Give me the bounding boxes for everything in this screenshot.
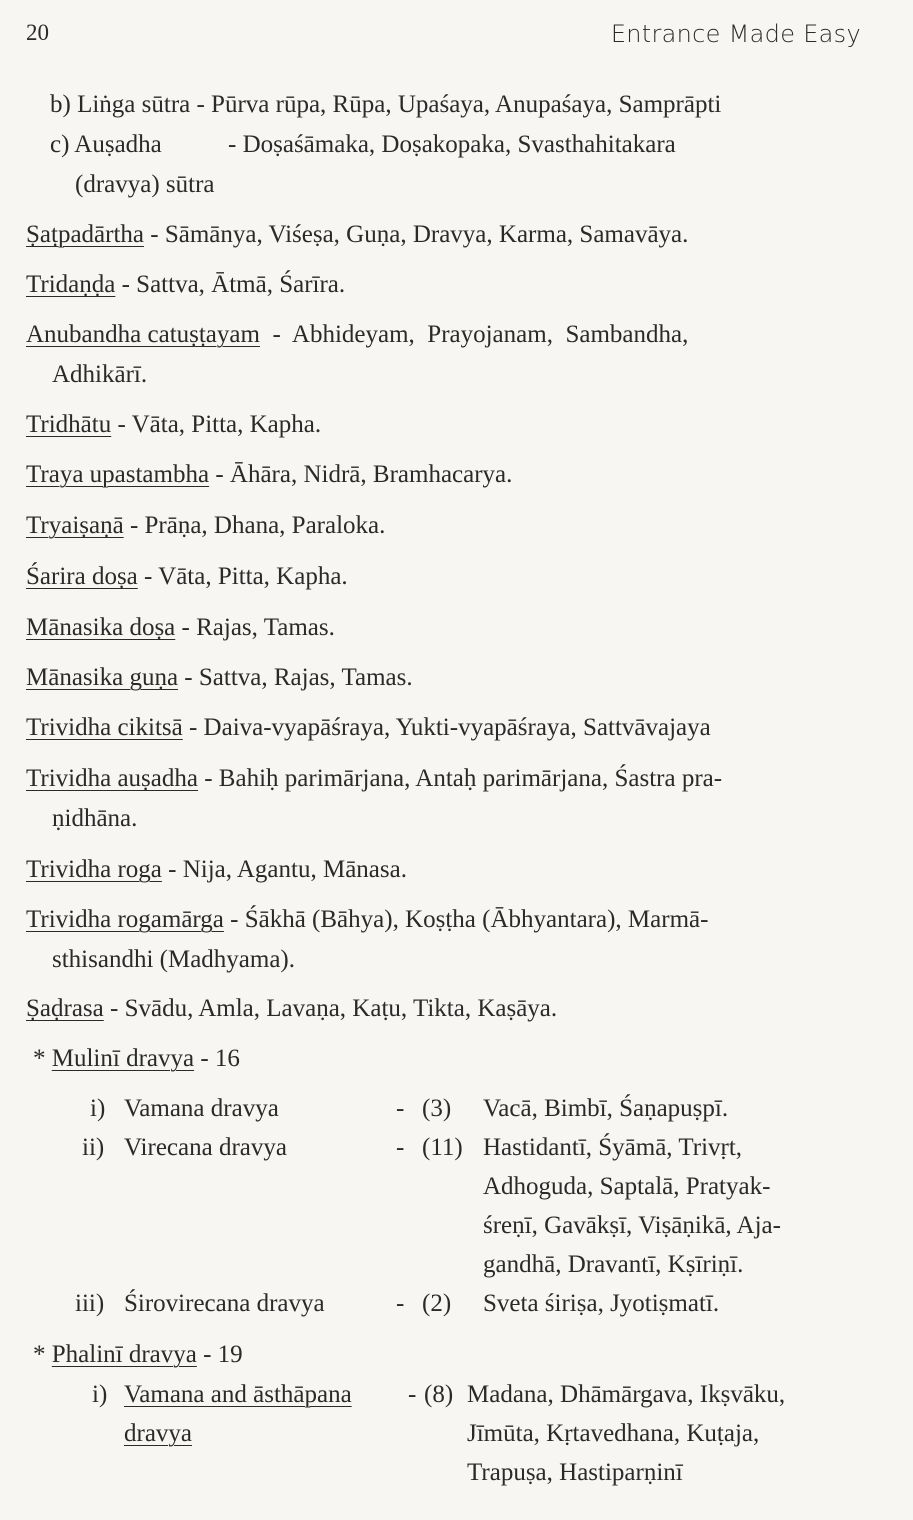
table-row-value: Trapuṣa, Hastiparṇinī	[467, 1459, 683, 1486]
glossary-entry: Tridaṇḍa - Sattva, Ātmā, Śarīra.	[26, 271, 346, 298]
section-heading-phalini: * Phalinī dravya - 19	[33, 1341, 243, 1368]
entry-continuation: sthisandhi (Madhyama).	[52, 946, 296, 973]
entry-term: Trividha cikitsā	[26, 714, 183, 741]
entry-term: Anubandha catuṣṭayam	[26, 321, 260, 348]
table-row-dash: -	[396, 1290, 405, 1317]
table-row-value: Madana, Dhāmārgava, Ikṣvāku,	[467, 1381, 786, 1408]
table-row-name: Vamana and āsthāpana	[124, 1381, 352, 1408]
glossary-entry: Mānasika doṣa - Rajas, Tamas.	[26, 614, 335, 641]
table-row-num: iii)	[75, 1290, 105, 1317]
glossary-entry: Tridhātu - Vāta, Pitta, Kapha.	[26, 411, 322, 438]
table-row-value: Adhoguda, Saptalā, Pratyak-	[483, 1173, 771, 1200]
glossary-entry: Trividha roga - Nija, Agantu, Mānasa.	[26, 856, 407, 883]
section-heading-mulini: * Mulinī dravya - 16	[33, 1045, 240, 1072]
table-row-name: Virecana dravya	[124, 1134, 287, 1161]
table-row-qty: (8)	[424, 1381, 454, 1408]
table-row-name: Śirovirecana dravya	[124, 1290, 325, 1317]
entry-term: Ṣaḍrasa	[26, 995, 104, 1022]
table-row-value: gandhā, Dravantī, Kṣīriṇī.	[483, 1251, 744, 1278]
entry-term: Mānasika guṇa	[26, 664, 179, 691]
running-header-title: Entrance Made Easy	[610, 20, 861, 48]
glossary-entry: Ṣaḍrasa - Svādu, Amla, Lavaṇa, Kaṭu, Tikta, Kaṣāya.	[26, 995, 558, 1022]
list-item: b) Liṅga sūtra - Pūrva rūpa, Rūpa, Upaśaya, Anupaśaya, Samprāpti	[50, 91, 722, 118]
glossary-entry: Anubandha catuṣṭayam - Abhideyam, Prayojanam, Sambandha,	[26, 321, 689, 348]
entry-term: Trividha rogamārga	[26, 906, 224, 933]
entry-term: Mānasika doṣa	[26, 614, 176, 641]
table-row-qty: (3)	[422, 1095, 452, 1122]
page-number: 20	[26, 20, 49, 45]
table-row-num: i)	[90, 1095, 106, 1122]
glossary-entry: Ṣaṭpadārtha - Sāmānya, Viśeṣa, Guṇa, Dravya, Karma, Samavāya.	[26, 221, 689, 248]
table-row-num: ii)	[82, 1134, 105, 1161]
glossary-entry: Tryaiṣaṇā - Prāṇa, Dhana, Paraloka.	[26, 512, 386, 539]
glossary-entry: Trividha auṣadha - Bahiḥ parimārjana, Antaḥ parimārjana, Śastra pra-	[26, 765, 723, 792]
table-row-value: Vacā, Bimbī, Śaṇapuṣpī.	[483, 1095, 729, 1122]
table-row-value: Jīmūta, Kṛtavedhana, Kuṭaja,	[467, 1420, 760, 1447]
entry-term: Tridhātu	[26, 411, 112, 438]
entry-continuation: ṇidhāna.	[52, 805, 138, 832]
glossary-entry: Trividha rogamārga - Śākhā (Bāhya), Koṣṭha (Ābhyantara), Marmā-	[26, 906, 709, 933]
entry-term: Traya upastambha	[26, 461, 210, 488]
entry-term: Śarira doṣa	[26, 563, 138, 590]
entry-term: Trividha roga	[26, 856, 162, 883]
glossary-entry: Śarira doṣa - Vāta, Pitta, Kapha.	[26, 563, 348, 590]
table-row-value: śreṇī, Gavākṣī, Viṣāṇikā, Aja-	[483, 1212, 781, 1239]
table-row-value: Sveta śiriṣa, Jyotiṣmatī.	[483, 1290, 720, 1317]
table-row-dash: -	[396, 1095, 405, 1122]
entry-continuation: Adhikārī.	[52, 361, 148, 388]
entry-term: Ṣaṭpadārtha	[26, 221, 145, 248]
table-row-dash: -	[396, 1134, 405, 1161]
table-row-num: i)	[92, 1381, 108, 1408]
entry-term: Tryaiṣaṇā	[26, 512, 124, 539]
table-row-name-cont: dravya	[124, 1420, 193, 1447]
glossary-entry: Trividha cikitsā - Daiva-vyapāśraya, Yukti-vyapāśraya, Sattvāvajaya	[26, 714, 711, 741]
table-row-dash: -	[408, 1381, 417, 1408]
table-row-name: Vamana dravya	[124, 1095, 279, 1122]
list-item: c) Auṣadha - Doṣaśāmaka, Doṣakopaka, Svasthahitakara	[50, 131, 676, 158]
table-row-value: Hastidantī, Śyāmā, Trivṛt,	[483, 1134, 743, 1161]
glossary-entry: Traya upastambha - Āhāra, Nidrā, Bramhacarya.	[26, 461, 513, 488]
list-item: (dravya) sūtra	[75, 171, 215, 198]
table-row-qty: (2)	[422, 1290, 452, 1317]
table-row-qty: (11)	[422, 1134, 463, 1161]
entry-term: Tridaṇḍa	[26, 271, 116, 298]
entry-term: Trividha auṣadha	[26, 765, 198, 792]
glossary-entry: Mānasika guṇa - Sattva, Rajas, Tamas.	[26, 664, 413, 691]
